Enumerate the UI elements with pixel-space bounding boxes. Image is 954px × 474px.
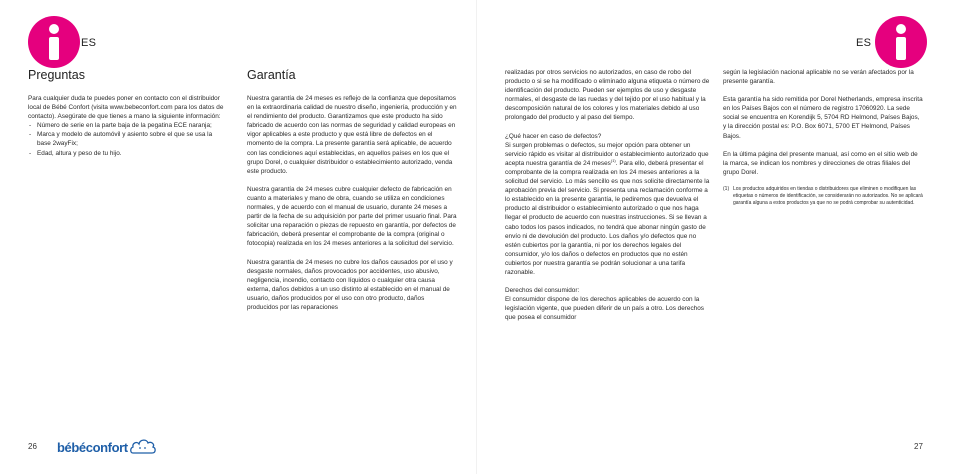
garantia-section [247,68,457,312]
list-item: - Número de serie en la parte baja de la pegatina ECE naranja; [37,121,226,130]
info-icon [28,16,80,68]
rights-paragraph: El consumidor dispone de los derechos aplicables de acuerdo con la legislación vigente, que pueden diferir de un país a otro. Los derechos que posea el consumidor [505,296,704,322]
preguntas-intro: Para cualquier duda te puedes poner en contacto con el distribuidor local de Bébé Confort (visita www.bebeconfort.com para los datos de contacto). Asegúrate de que tienes a mano la siguiente información: [28,95,224,121]
footnote-ref: (1) [610,157,616,163]
consumer-rights-paragraph: según la legislación nacional aplicable no se verán afectados por la presente garantía. [723,69,914,86]
page-number: 27 [914,442,923,451]
subsidiaries-paragraph: En la última página del presente manual, así como en el sitio web de la marca, se indican los nombres y direcciones de otras filiales del grupo Dorel. [723,150,918,176]
cloud-mascot-icon [129,437,157,457]
rights-heading: Derechos del consumidor: [505,287,580,295]
preguntas-title: Preguntas [28,68,85,82]
brand-logo [57,437,157,457]
defects-heading: ¿Qué hacer en caso de defectos? [505,132,602,140]
language-label: ES [81,37,97,49]
info-icon [875,16,927,68]
list-item: - Edad, altura y peso de tu hijo. [37,149,226,158]
language-label: ES [856,37,872,49]
preguntas-section [28,68,226,158]
right-page [477,0,954,474]
preguntas-list [28,121,226,157]
right-text-section [723,68,923,207]
defects-text-a: Si surgen problemas o defectos, su mejor opción para obtener un servicio rápido es visitar al distribuidor o establecimiento autorizado que acepta nuestra garantía de 24 meses [505,141,709,167]
garantia-paragraph: Nuestra garantía de 24 meses cubre cualquier defecto de fabricación en cuanto a materiales y mano de obra, cuando se utiliza en condiciones normales, y de acuerdo con el manual de usuario, durante 24 meses a partir de la fecha de su adquisición por parte del primer usuario final. Para solicitar una reparación o piezas de repuesto en garantía, por defectos de fabricación, deberá presentar el comprobante de la compra (original o fotocopia) realizada en los 24 meses anteriores a la solicitud del servicio. [247,185,457,248]
list-item: - Marca y modelo de automóvil y asiento sobre el que se usa la base 2wayFix; [37,130,226,148]
brand-wordmark: bébéconfort [57,439,128,455]
footnote-mark: (1) [723,185,730,192]
defects-text-b: . Para ello, deberá presentar el comprobante de la compra realizada en los 24 meses anteriores a la solicitud del servicio. Lo más sencillo es que nos solicite directamente la aprobación previa del servicio. Si presenta una reclamación conforme a lo establecido en la presente garantía, le pediremos que devuelva el producto al distribuidor o establecimiento autorizado o que nos haga llegar el producto de acuerdo con nuestras instrucciones. Si se llevan a cabo todos los pasos indicados, no tendrá que abonar ningún gasto de envío ni de devolución del producto. Los daños y/o defectos que no estén cubiertos por la garantía, ni por los derechos legales del consumidor, y/o los daños o defectos en productos que no estén cubiertos por nuestra garantía se podrán solucionar a una tarifa razonable. [505,159,710,276]
registration-paragraph: Esta garantía ha sido remitida por Dorel Netherlands, empresa inscrita en los Países Bajos con el número de registro 17060920. La sede social se encuentra en Korendijk 5, 5704 RD Helmond, Países Bajos, y la dirección postal es: P.O. Box 6071, 5700 ET Helmond, Países Bajos. [723,96,923,140]
garantia-paragraph: realizadas por otros servicios no autorizados, en caso de robo del producto o si se ha modificado o eliminado alguna etiqueta o número de identificación del producto. Pueden ser ejemplos de uso y desgaste normales, el desgaste de las ruedas y del tejido por el uso habitual y la descomposición natural de los colores y los materiales debido al uso prolongado del producto y al paso del tiempo. [505,69,710,122]
footnote-text: Los productos adquiridos en tiendas o distribuidores que eliminen o modifiquen las etiquetas o números de identificación, se considerarán no autorizados. No se aplicará garantía alguna a estos productos ya que no se podrá comprobar su autenticidad. [733,185,923,206]
garantia-paragraph: Nuestra garantía de 24 meses no cubre los daños causados por el uso y desgaste normales, daños provocados por accidentes, uso abusivo, negligencia, incendio, contacto con líquidos o cualquier otra causa externa, daños debidos a un uso distinto al establecido en el manual de usuario, daños producidos por el uso con otro producto, daños producidos por las reparaciones [247,258,453,311]
garantia-title: Garantía [247,68,296,82]
garantia-paragraph: Nuestra garantía de 24 meses es reflejo de la confianza que depositamos en la extraordinaria calidad de nuestro diseño, ingeniería, producción y en el rendimiento del producto. Garantizamos que este producto ha sido fabricado de acuerdo con las normas de seguridad y calidad europeas en vigor aplicables a este producto y que está libre de defectos en el momento de la compra. La presente garantía será aplicable, de acuerdo con las condiciones aquí establecidas, en aquellos países en los que el grupo Dorel, o cualquier distribuidor o establecimiento autorizado, venda este producto. [247,95,457,175]
page-number: 26 [28,442,37,451]
footnote [723,186,923,207]
